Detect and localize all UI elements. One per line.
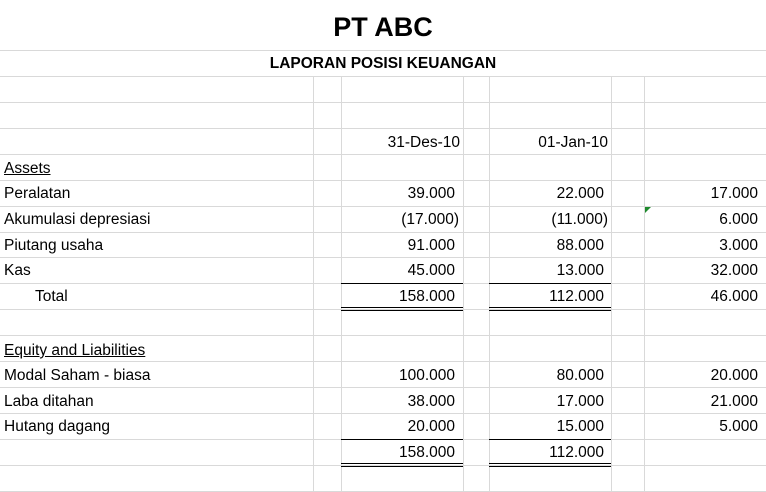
value-change[interactable]: 32.000 <box>710 262 758 279</box>
report-title: LAPORAN POSISI KEUANGAN <box>269 55 497 72</box>
value-prior[interactable]: 88.000 <box>556 237 604 254</box>
total-current[interactable]: 158.000 <box>398 444 455 461</box>
row-label[interactable]: Modal Saham - biasa <box>4 367 151 384</box>
total-current[interactable]: 158.000 <box>398 288 455 305</box>
value-prior[interactable]: 13.000 <box>556 262 604 279</box>
assets-heading[interactable]: Assets <box>4 160 51 177</box>
row-label[interactable]: Akumulasi depresiasi <box>4 211 151 228</box>
value-current[interactable]: 20.000 <box>407 418 455 435</box>
date-header-prior[interactable]: 01-Jan-10 <box>538 134 608 151</box>
value-current[interactable]: 91.000 <box>407 237 455 254</box>
total-prior[interactable]: 112.000 <box>549 444 604 461</box>
value-change[interactable]: 20.000 <box>710 367 758 384</box>
row-label[interactable]: Laba ditahan <box>4 393 94 410</box>
value-change[interactable]: 5.000 <box>719 418 758 435</box>
value-current[interactable]: 39.000 <box>407 185 455 202</box>
value-prior[interactable]: (11.000) <box>551 211 608 228</box>
value-current[interactable]: (17.000) <box>401 211 459 228</box>
value-current[interactable]: 100.000 <box>398 367 455 384</box>
row-label[interactable]: Piutang usaha <box>4 237 104 254</box>
value-change[interactable]: 17.000 <box>710 185 758 202</box>
total-prior[interactable]: 112.000 <box>549 288 604 305</box>
value-change[interactable]: 21.000 <box>710 393 758 410</box>
row-label[interactable]: Kas <box>4 262 31 279</box>
double-underline <box>341 307 463 311</box>
double-underline <box>489 463 611 467</box>
value-current[interactable]: 45.000 <box>407 262 455 279</box>
double-underline <box>341 463 463 467</box>
equity-heading[interactable]: Equity and Liabilities <box>4 342 146 359</box>
value-prior[interactable]: 80.000 <box>556 367 604 384</box>
value-change[interactable]: 3.000 <box>719 237 758 254</box>
total-change[interactable]: 46.000 <box>710 288 758 305</box>
date-header-current[interactable]: 31-Des-10 <box>387 134 460 151</box>
value-prior[interactable]: 22.000 <box>556 185 604 202</box>
double-underline <box>489 307 611 311</box>
error-indicator-icon[interactable] <box>645 207 651 213</box>
row-label[interactable]: Hutang dagang <box>4 418 111 435</box>
value-change[interactable]: 6.000 <box>719 211 758 228</box>
value-prior[interactable]: 15.000 <box>556 418 604 435</box>
total-label[interactable]: Total <box>35 288 68 305</box>
value-current[interactable]: 38.000 <box>407 393 455 410</box>
value-prior[interactable]: 17.000 <box>556 393 604 410</box>
company-title: PT ABC <box>333 12 433 42</box>
row-label[interactable]: Peralatan <box>4 185 71 202</box>
